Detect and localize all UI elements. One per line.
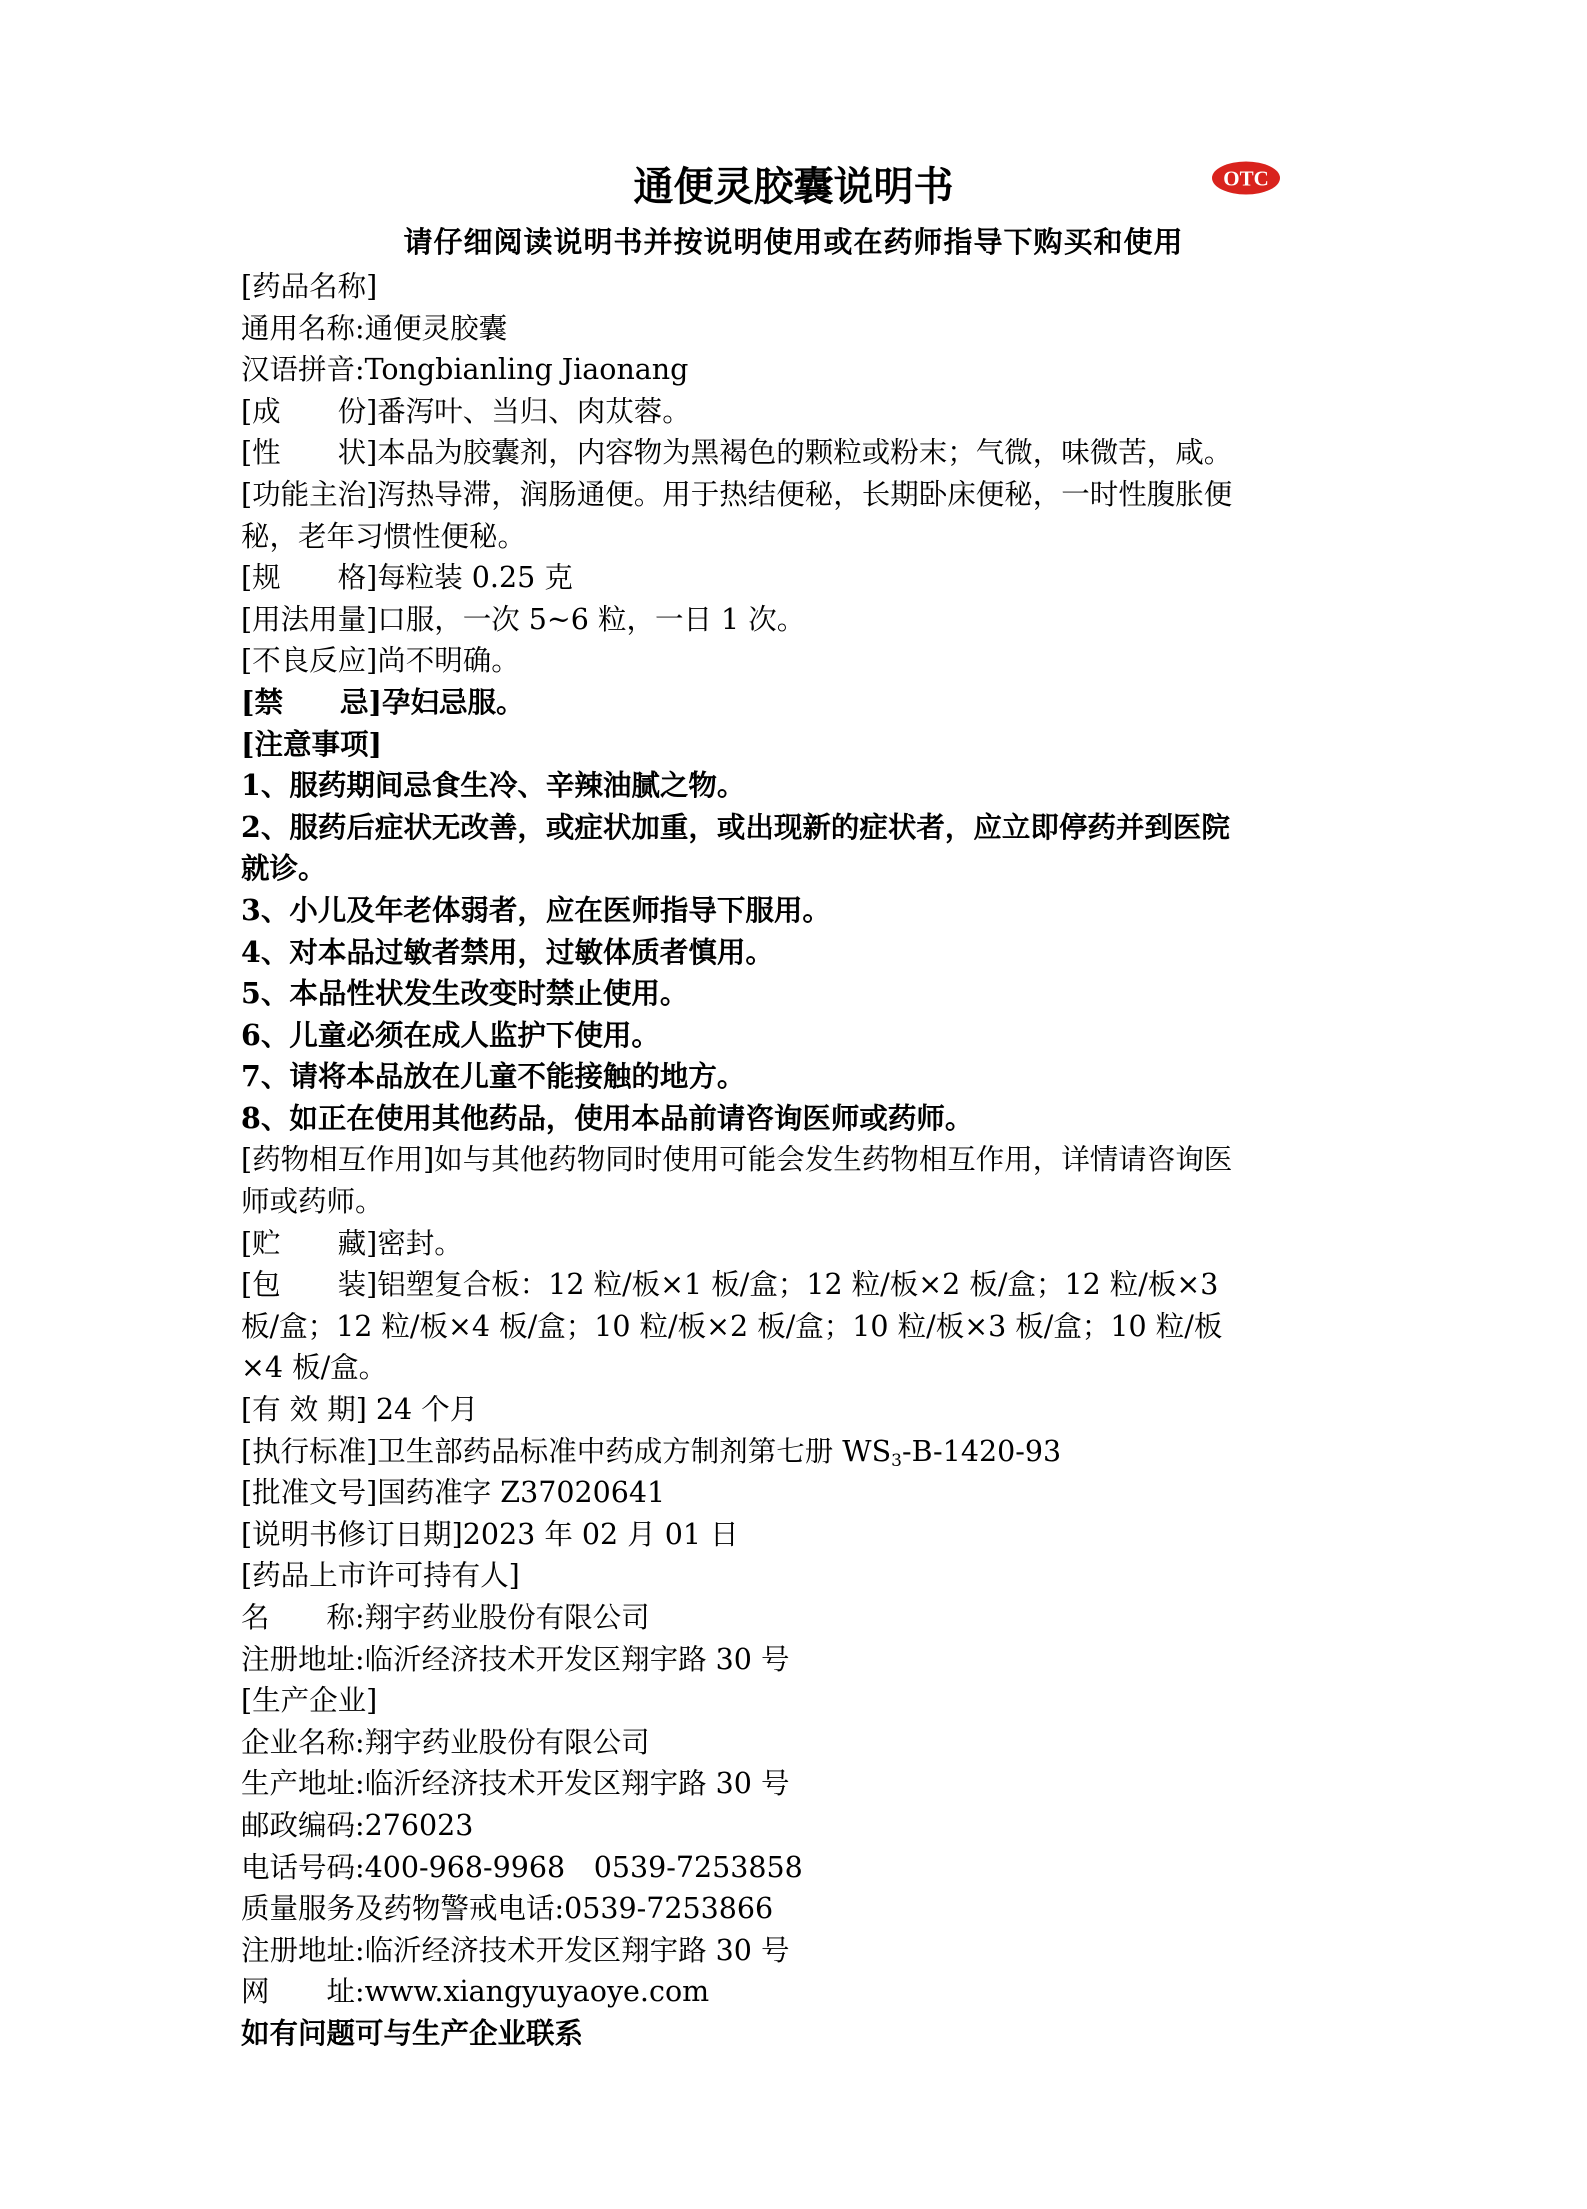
text-line: ×4 板/盒。: [241, 1351, 388, 1385]
text-line: 质量服务及药物警戒电话:0539-7253866: [241, 1892, 774, 1926]
text-line: [包 装]铝塑复合板：12 粒/板×1 板/盒；12 粒/板×2 板/盒；12 粒/板×3: [241, 1268, 1219, 1302]
text-line: 4、对本品过敏者禁用，过敏体质者慎用。: [241, 934, 774, 969]
text-line: [药物相互作用]如与其他药物同时使用可能会发生药物相互作用，详情请咨询医: [241, 1143, 1233, 1177]
text-line: [成 份]番泻叶、当归、肉苁蓉。: [241, 394, 691, 428]
text-line: 名 称:翔宇药业股份有限公司: [241, 1601, 650, 1634]
text-segment: [执行标准]卫生部药品标准中药成方制剂第七册 WS: [241, 1434, 892, 1468]
text-line: 注册地址:临沂经济技术开发区翔宇路 30 号: [241, 1933, 790, 1967]
text-line: [用法用量]口服，一次 5~6 粒，一日 1 次。: [241, 602, 806, 636]
text-line: 网 址:www.xiangyuyaoye.com: [241, 1975, 710, 2009]
text-line: 板/盒；12 粒/板×4 板/盒；10 粒/板×2 板/盒；10 粒/板×3 板/盒；10 粒/板: [241, 1309, 1223, 1343]
text-line: [规 格]每粒装 0.25 克: [241, 561, 573, 595]
text-line: 师或药师。: [241, 1185, 384, 1219]
text-line: [药品上市许可持有人]: [241, 1559, 520, 1593]
text-line: 生产地址:临沂经济技术开发区翔宇路 30 号: [241, 1767, 790, 1801]
text-line: 3、小儿及年老体弱者，应在医师指导下服用。: [241, 892, 831, 927]
otc-badge: [1211, 160, 1281, 196]
text-line: [241, 1431, 1351, 1473]
text-line: [不良反应]尚不明确。: [241, 644, 520, 678]
text-line: [功能主治]泻热导滞，润肠通便。用于热结便秘，长期卧床便秘，一时性腹胀便: [241, 477, 1233, 511]
text-line: [禁 忌]孕妇忌服。: [241, 684, 525, 719]
text-line: [注意事项]: [241, 726, 382, 761]
text-line: 邮政编码:276023: [241, 1808, 474, 1842]
text-line: 8、如正在使用其他药品，使用本品前请咨询医师或药师。: [241, 1100, 974, 1135]
text-line: 通用名称:通便灵胶囊: [241, 311, 508, 345]
text-line: 汉语拼音:Tongbianling Jiaonang: [241, 353, 689, 387]
text-line: 注册地址:临沂经济技术开发区翔宇路 30 号: [241, 1642, 790, 1676]
text-line: 7、请将本品放在儿童不能接触的地方。: [241, 1059, 746, 1094]
text-line: 5、本品性状发生改变时禁止使用。: [241, 976, 689, 1011]
document-subtitle: 请仔细阅读说明书并按说明使用或在药师指导下购买和使用: [403, 225, 1184, 259]
text-line: 2、服药后症状无改善，或症状加重，或出现新的症状者，应立即停药并到医院: [241, 809, 1230, 844]
otc-badge-label: OTC: [1223, 166, 1269, 191]
document-body: [241, 266, 1351, 2055]
text-line: 就诊。: [241, 851, 327, 886]
text-line: [说明书修订日期]2023 年 02 月 01 日: [241, 1517, 739, 1551]
text-line: 电话号码:400-968-9968 0539-7253858: [241, 1850, 803, 1884]
text-line: 1、服药期间忌食生冷、辛辣油腻之物。: [241, 768, 746, 803]
subscript: 3: [891, 1450, 902, 1471]
text-line: 秘，老年习惯性便秘。: [241, 519, 527, 553]
text-segment: -B-1420-93: [901, 1434, 1062, 1468]
text-line: [批准文号]国药准字 Z37020641: [241, 1476, 666, 1510]
text-line: [药品名称]: [241, 270, 378, 303]
text-line: 如有问题可与生产企业联系: [241, 2015, 584, 2050]
text-line: [贮 藏]密封。: [241, 1226, 463, 1260]
text-line: [有 效 期] 24 个月: [241, 1393, 479, 1427]
text-line: 6、儿童必须在成人监护下使用。: [241, 1017, 660, 1052]
text-line: [性 状]本品为胶囊剂，内容物为黑褐色的颗粒或粉末；气微，味微苦，咸。: [241, 436, 1233, 470]
text-line: [生产企业]: [241, 1684, 378, 1718]
text-line: 企业名称:翔宇药业股份有限公司: [241, 1725, 650, 1759]
document-title: 通便灵胶囊说明书: [633, 163, 954, 210]
